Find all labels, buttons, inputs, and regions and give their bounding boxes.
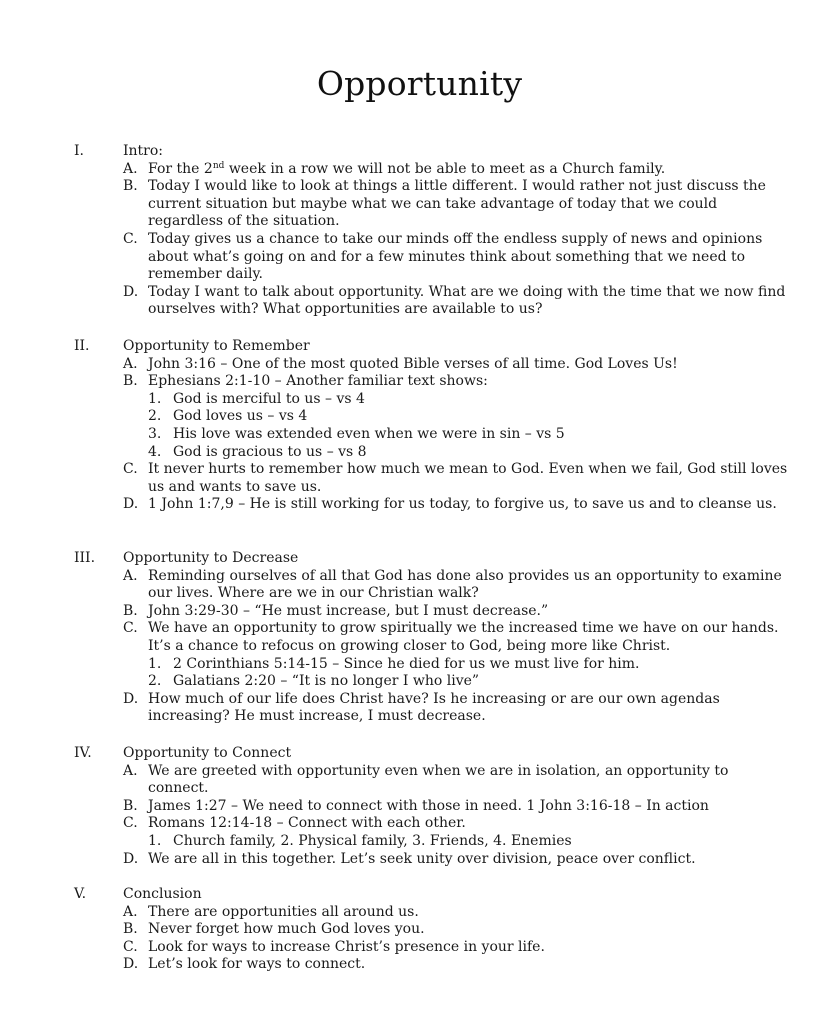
item-text: There are opportunities all around us. — [148, 903, 419, 920]
section-numeral: IV. — [74, 745, 92, 761]
item-text: We have an opportunity to grow spiritually we the increased time we have on our hands. It’s a chance to refocus on growing closer to God, being more like Christ. — [148, 620, 779, 654]
item-label: B. — [123, 178, 138, 195]
item-text: How much of our life does Christ have? Is he increasing or are our own agendas increasing? He must increase, I must decrease. — [148, 690, 720, 725]
outline-item — [123, 603, 793, 621]
section-heading: Conclusion — [123, 886, 202, 902]
page-title: Opportunity — [316, 64, 523, 103]
outline-item — [123, 373, 793, 391]
outline-item — [123, 691, 793, 726]
section-items — [123, 356, 793, 514]
section-numeral: I. — [74, 143, 84, 159]
item-label: D. — [123, 283, 139, 300]
item-label: D. — [123, 850, 139, 867]
item-text: John 3:16 – One of the most quoted Bible verses of all time. God Loves Us! — [148, 355, 678, 372]
outline-subitem — [148, 408, 793, 426]
item-text: For the 2nd week in a row we will not be able to meet as a Church family. — [148, 160, 666, 177]
item-label: D. — [123, 496, 139, 513]
item-label: B. — [123, 602, 138, 619]
item-label: D. — [123, 690, 139, 707]
section-numeral: II. — [74, 338, 90, 354]
subitem-text: God is gracious to us – vs 8 — [173, 443, 367, 460]
section-heading: Opportunity to Remember — [123, 338, 310, 354]
sub-items — [148, 833, 793, 851]
item-label: C. — [123, 230, 138, 247]
outline-item — [123, 956, 793, 974]
item-text: John 3:29-30 – “He must increase, but I must decrease.” — [148, 602, 549, 619]
section-items — [123, 161, 793, 319]
subitem-text: God loves us – vs 4 — [173, 408, 308, 425]
item-label: A. — [123, 567, 138, 584]
item-text: Ephesians 2:1-10 – Another familiar text shows: — [148, 373, 488, 390]
item-text: Reminding ourselves of all that God has done also provides us an opportunity to examine our lives. Where are we in our Christian walk? — [148, 567, 782, 602]
item-label: C. — [123, 461, 138, 478]
section-heading: Opportunity to Decrease — [123, 550, 299, 566]
item-label: C. — [123, 815, 138, 832]
item-text: Look for ways to increase Christ’s presence in your life. — [148, 938, 545, 955]
item-label: A. — [123, 903, 138, 920]
outline-item — [123, 356, 793, 374]
item-label: B. — [123, 797, 138, 814]
item-text: Romans 12:14-18 – Connect with each other. — [148, 815, 466, 832]
subitem-label: 1. — [148, 655, 162, 672]
item-text: 1 John 1:7,9 – He is still working for us today, to forgive us, to save us and to cleanse us. — [148, 496, 777, 513]
outline-subitem — [148, 673, 793, 691]
subitem-text: God is merciful to us – vs 4 — [173, 390, 365, 407]
section-heading: Intro: — [123, 143, 164, 159]
outline-subitem — [148, 426, 793, 444]
item-text: Never forget how much God loves you. — [148, 921, 425, 938]
item-label: A. — [123, 160, 138, 177]
section-items — [123, 568, 793, 726]
outline-item — [123, 939, 793, 957]
item-label: C. — [123, 938, 138, 955]
outline-item — [123, 231, 793, 284]
subitem-text: Galatians 2:20 – “It is no longer I who live” — [173, 673, 480, 690]
item-text: Today gives us a chance to take our minds off the endless supply of news and opinions about what’s going on and for a few minutes think about something that we need to remember daily. — [148, 230, 763, 283]
subitem-label: 3. — [148, 425, 162, 442]
outline-item — [123, 568, 793, 603]
outline-item — [123, 161, 793, 179]
item-label: A. — [123, 355, 138, 372]
item-text: Today I would like to look at things a little different. I would rather not just discuss the current situation but maybe what we can take advantage of today that we could regardless of the situation. — [148, 178, 766, 230]
outline-item — [123, 763, 793, 798]
outline-subitem — [148, 391, 793, 409]
outline-item — [123, 851, 793, 869]
outline-item — [123, 461, 793, 496]
section-numeral: III. — [74, 550, 96, 566]
item-text: It never hurts to remember how much we mean to God. Even when we fail, God still loves us and wants to save us. — [148, 461, 788, 495]
outline-subitem — [148, 833, 793, 851]
sub-items — [148, 656, 793, 691]
item-text: Today I want to talk about opportunity. What are we doing with the time that we now find ourselves with? What opportunities are available to us? — [148, 283, 786, 318]
section-heading: Opportunity to Connect — [123, 745, 292, 761]
subitem-text: 2 Corinthians 5:14-15 – Since he died for us we must live for him. — [173, 655, 640, 672]
subitem-text: His love was extended even when we were in sin – vs 5 — [173, 425, 565, 442]
subitem-label: 4. — [148, 443, 162, 460]
item-label: B. — [123, 373, 138, 390]
item-text: James 1:27 – We need to connect with those in need. 1 John 3:16-18 – In action — [148, 797, 709, 814]
item-label: C. — [123, 620, 138, 637]
outline-item — [123, 620, 793, 655]
section-items — [123, 904, 793, 974]
outline-item — [123, 496, 793, 514]
outline-item — [123, 921, 793, 939]
item-text: Let’s look for ways to connect. — [148, 956, 366, 973]
outline-item — [123, 815, 793, 833]
outline-subitem — [148, 656, 793, 674]
outline-item — [123, 284, 793, 319]
item-label: D. — [123, 956, 139, 973]
outline-subitem — [148, 444, 793, 462]
item-label: A. — [123, 762, 138, 779]
section-items — [123, 763, 793, 869]
item-text: We are all in this together. Let’s seek unity over division, peace over conflict. — [148, 850, 696, 867]
subitem-label: 1. — [148, 832, 162, 849]
section-numeral: V. — [74, 886, 87, 902]
outline-item — [123, 178, 793, 231]
sub-items — [148, 391, 793, 461]
outline-item — [123, 904, 793, 922]
subitem-label: 2. — [148, 408, 162, 425]
outline-item — [123, 798, 793, 816]
subitem-label: 1. — [148, 390, 162, 407]
subitem-label: 2. — [148, 673, 162, 690]
item-label: B. — [123, 921, 138, 938]
subitem-text: Church family, 2. Physical family, 3. Friends, 4. Enemies — [173, 832, 572, 849]
item-text: We are greeted with opportunity even when we are in isolation, an opportunity to connect. — [148, 762, 729, 797]
